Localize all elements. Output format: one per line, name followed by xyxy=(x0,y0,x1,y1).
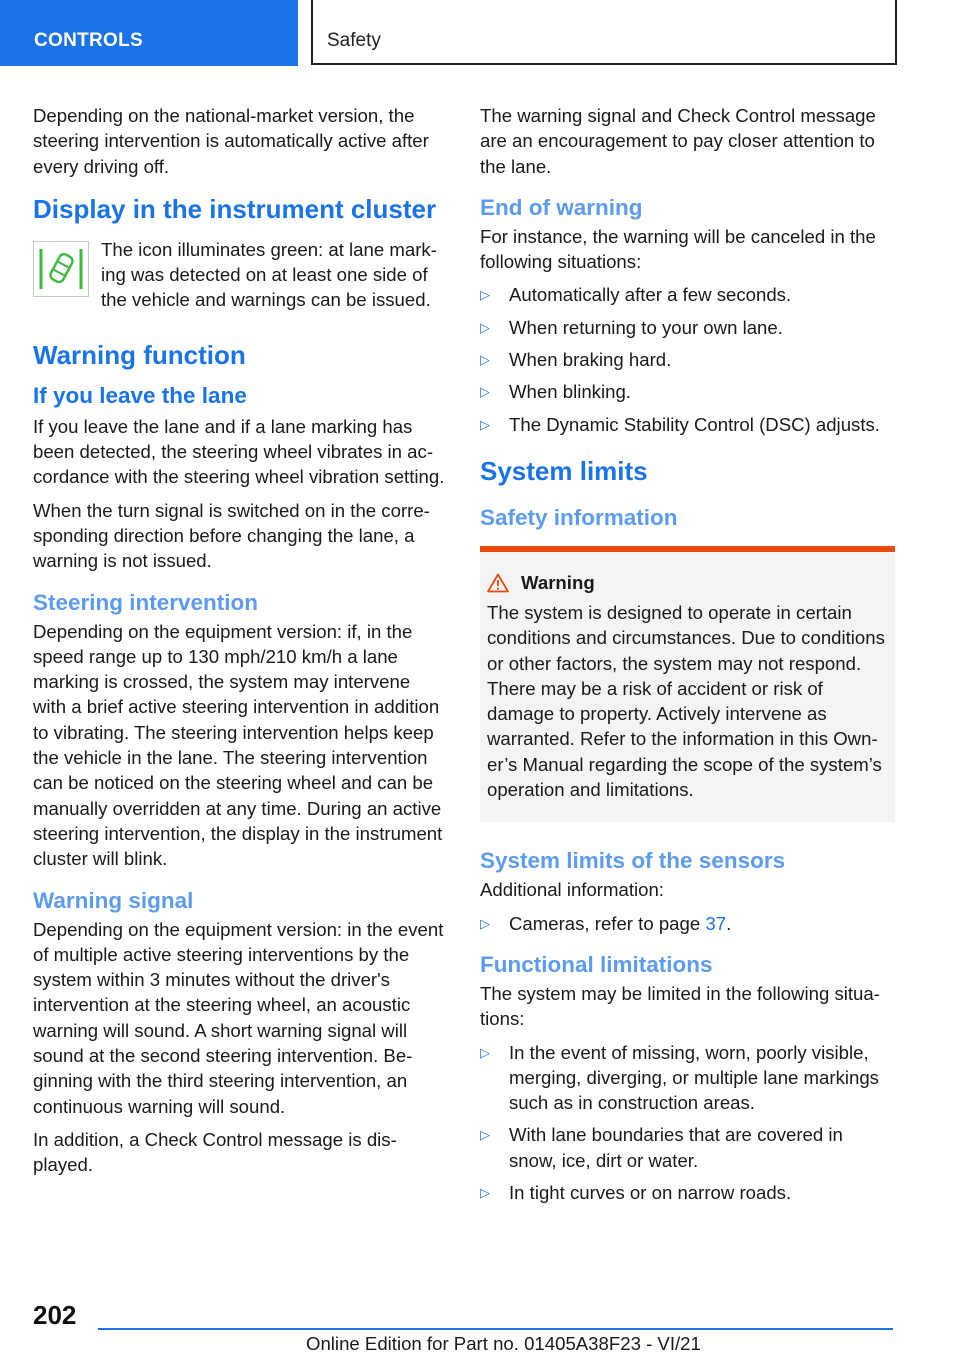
list-item: ▷ In the event of missing, worn, poorly visible, merging, diverging, or multiple lane markings such as in construction areas. xyxy=(480,1041,879,1114)
right-intro-paragraph: The warning signal and Check Control message are an encouragement to pay closer attention to the lane. xyxy=(480,105,876,177)
end-of-warning-heading: End of warning xyxy=(480,194,643,220)
warning-signal-paragraph-2: In addition, a Check Control message is displayed. xyxy=(33,1128,397,1176)
functional-limitations-list xyxy=(480,1040,895,1206)
steering-intervention-heading: Steering intervention xyxy=(33,589,259,615)
page-reference-link[interactable]: 37 xyxy=(705,912,727,934)
end-of-warning-list xyxy=(480,282,895,436)
list-item: ▷ In tight curves or on narrow roads. xyxy=(480,1180,895,1205)
safety-information-heading: Safety information xyxy=(480,504,678,530)
footer-divider xyxy=(98,1328,893,1330)
warning-title: Warning xyxy=(521,571,595,593)
bullet-triangle-icon: ▷ xyxy=(480,416,490,432)
sensors-heading: System limits of the sensors xyxy=(480,848,786,874)
list-item: ▷ When returning to your own lane. xyxy=(480,315,895,340)
sensors-text: Additional information: xyxy=(480,879,664,901)
system-limits-heading: System limits xyxy=(480,455,648,486)
header-section-tab xyxy=(0,0,298,66)
list-item: ▷ The Dynamic Stability Control (DSC) adjusts. xyxy=(480,412,895,437)
display-description: The icon illuminates green: at lane marking was detected on at least one side of the vehicle and warnings can be issued. xyxy=(101,238,437,311)
lane-departure-icon xyxy=(33,241,89,297)
warning-text: The system is designed to operate in certain conditions and circumstances. Due to conditions or other factors, the system may not respond. There may be a risk of accident or risk of damage to property. Actively intervene as warranted. Refer to the information in this Owner’s Manual regarding the scope of the system’s operation and limitations. xyxy=(487,601,885,801)
header-topic-tab xyxy=(311,0,897,65)
bullet-triangle-icon: ▷ xyxy=(480,1044,490,1060)
bullet-triangle-icon: ▷ xyxy=(480,319,490,335)
leave-lane-paragraph-2: When the turn signal is switched on in the corresponding direction before changing the lane, a warning is not issued. xyxy=(33,499,430,572)
functional-limitations-text: The system may be limited in the following situations: xyxy=(480,982,880,1030)
page-number: 202 xyxy=(33,1300,77,1330)
list-item: ▷ Cameras, refer to page 37. xyxy=(480,911,895,936)
warning-header xyxy=(487,572,888,594)
bullet-triangle-icon: ▷ xyxy=(480,1185,490,1201)
list-item: ▷ When blinking. xyxy=(480,379,895,404)
list-item: ▷ When braking hard. xyxy=(480,347,895,372)
display-heading: Display in the instrument cluster xyxy=(33,193,437,224)
end-of-warning-text: For instance, the warning will be canceled in the following situations: xyxy=(480,225,876,273)
list-item: ▷ With lane boundaries that are covered in snow, ice, dirt or water. xyxy=(480,1124,843,1171)
bullet-triangle-icon: ▷ xyxy=(480,915,490,931)
warning-signal-paragraph-1: Depending on the equipment version: in the event of multiple active steering interventions by the system within 3 minutes without the driver's intervention at the steering wheel, an acoustic warning will sound. A short warning signal will sound at the second steering intervention. Beginning with the third steering intervention, an continuous warning will sound. xyxy=(33,918,444,1117)
list-item: ▷ Automatically after a few seconds. xyxy=(480,282,895,307)
footer-edition: Online Edition for Part no. 01405A38F23 - VI/21 xyxy=(306,1333,701,1354)
header-topic-label: Safety xyxy=(327,30,381,51)
functional-limitations-heading: Functional limitations xyxy=(480,951,713,977)
warning-triangle-icon xyxy=(487,573,509,593)
left-column xyxy=(33,103,448,1186)
header-section-label: CONTROLS xyxy=(34,30,144,51)
intro-paragraph: Depending on the national-market version, the steering intervention is automatically active after every driving off. xyxy=(33,105,429,177)
bullet-triangle-icon: ▷ xyxy=(480,384,490,400)
bullet-triangle-icon: ▷ xyxy=(480,1127,490,1143)
warning-box xyxy=(480,546,895,822)
sensors-list xyxy=(480,911,895,936)
right-column xyxy=(480,103,895,1213)
leave-lane-paragraph-1: If you leave the lane and if a lane marking has been detected, the steering wheel vibrates in accordance with the steering wheel vibration setting. xyxy=(33,415,445,488)
display-icon-row xyxy=(33,237,448,313)
warning-signal-heading: Warning signal xyxy=(33,887,194,913)
leave-lane-heading: If you leave the lane xyxy=(33,382,247,408)
bullet-triangle-icon: ▷ xyxy=(480,287,490,303)
steering-intervention-paragraph: Depending on the equipment version: if, in the speed range up to 130 mph/210 km/h a lane marking is crossed, the system may intervene with a brief active steering intervention in addition to vibrating. The steering intervention helps keep the vehicle in the lane. The steering intervention can be noticed on the steering wheel and can be manually overridden at any time. During an active steering intervention, the display in the instrument cluster will blink. xyxy=(33,620,443,870)
warning-function-heading: Warning function xyxy=(33,339,246,370)
bullet-triangle-icon: ▷ xyxy=(480,352,490,368)
